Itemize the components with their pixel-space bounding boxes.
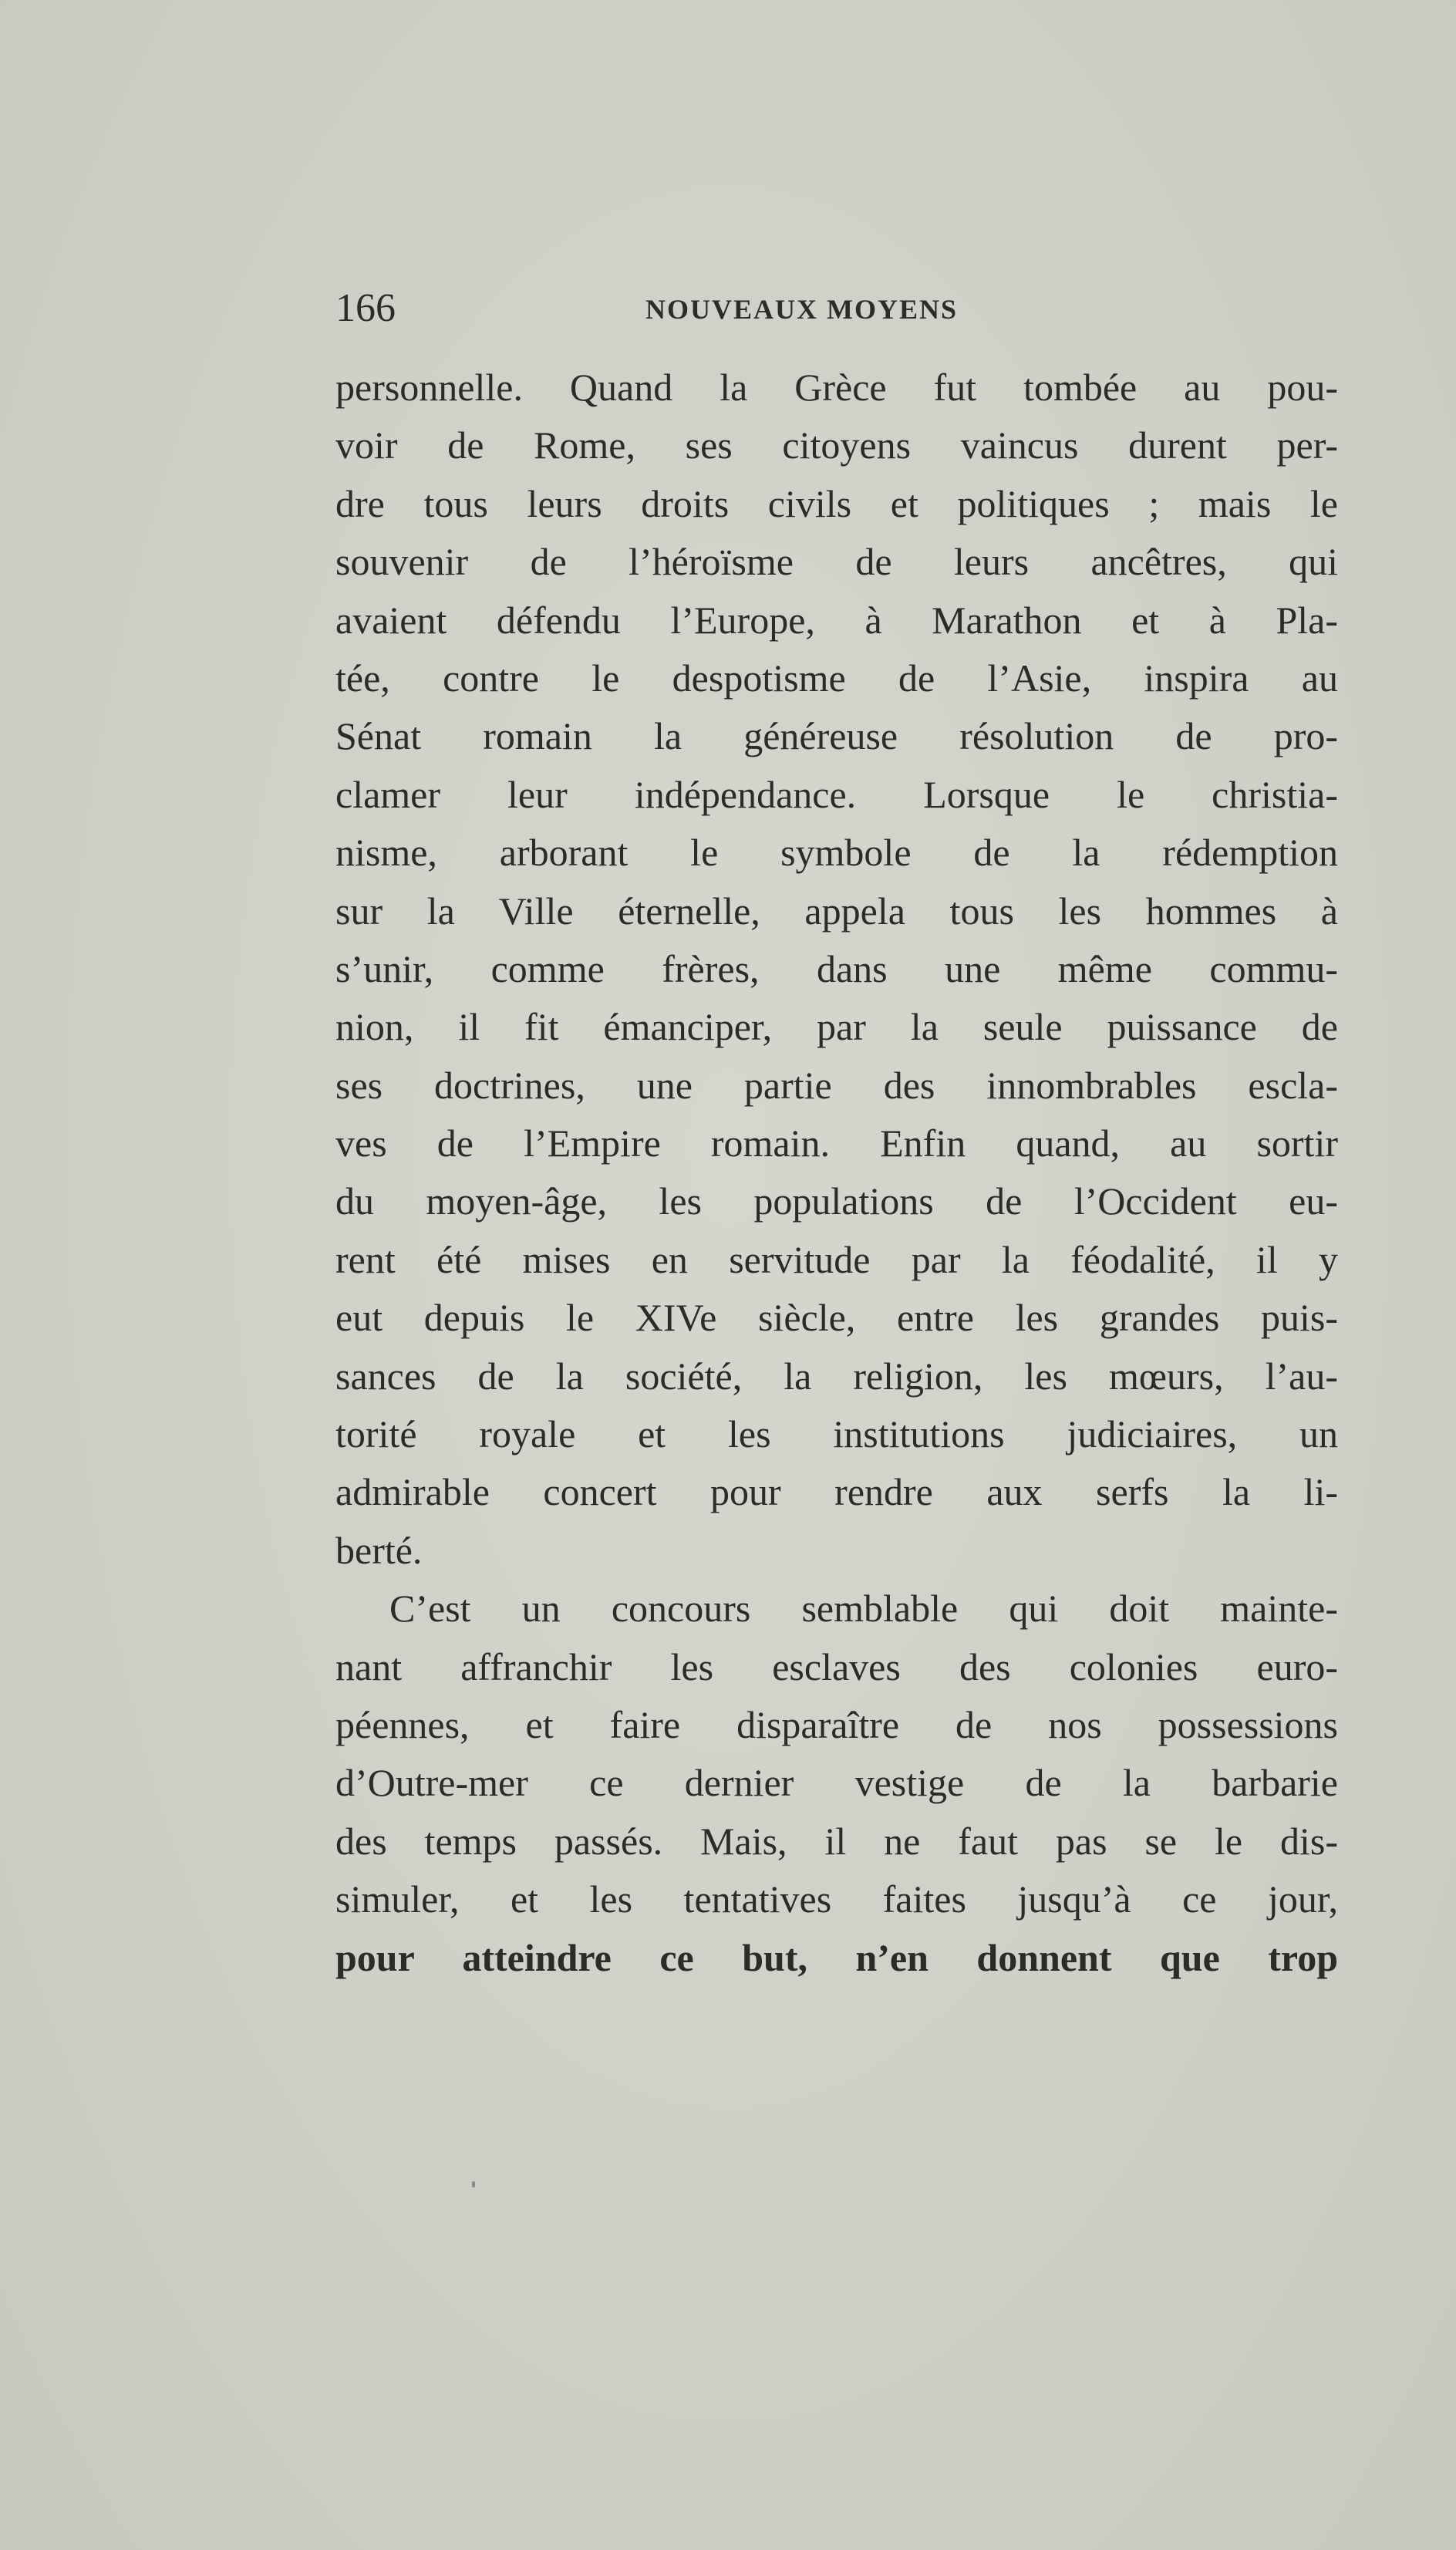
text-line: sances de la société, la religion, les mœurs, l’au- — [335, 1354, 1338, 1398]
page-number: 166 — [335, 286, 396, 330]
text-line: tée, contre le despotisme de l’Asie, inspira au — [335, 656, 1338, 700]
paragraph-last-line: berté. — [335, 1528, 423, 1572]
text-line: sur la Ville éternelle, appela tous les hommes à — [335, 889, 1338, 933]
text-line: torité royale et les institutions judiciaires, un — [335, 1412, 1338, 1456]
text-line: s’unir, comme frères, dans une même commu- — [335, 946, 1338, 990]
running-title: NOUVEAUX MOYENS — [645, 294, 959, 325]
text-line: voir de Rome, ses citoyens vaincus durent per- — [335, 423, 1338, 467]
text-line: admirable concert pour rendre aux serfs la li- — [335, 1470, 1338, 1514]
text-line: eut depuis le XIVe siècle, entre les grandes puis- — [335, 1296, 1338, 1340]
text-line: péennes, et faire disparaître de nos possessions — [335, 1702, 1338, 1746]
text-line: Sénat romain la généreuse résolution de pro- — [335, 714, 1338, 758]
text-line: nisme, arborant le symbole de la rédemption — [335, 831, 1338, 875]
text-line: avaient défendu l’Europe, à Marathon et à Pla- — [335, 598, 1338, 642]
text-line: clamer leur indépendance. Lorsque le christia- — [335, 772, 1338, 816]
running-head — [335, 282, 1338, 336]
text-line: ves de l’Empire romain. Enfin quand, au sortir — [335, 1122, 1338, 1165]
text-line: dre tous leurs droits civils et politiques ; mais le — [335, 481, 1338, 525]
body-text — [335, 359, 1338, 1987]
text-line: personnelle. Quand la Grèce fut tombée au pou- — [335, 366, 1338, 409]
text-line: ses doctrines, une partie des innombrables escla- — [335, 1063, 1338, 1107]
text-line: souvenir de l’héroïsme de leurs ancêtres, qui — [335, 540, 1338, 584]
text-line: simuler, et les tentatives faites jusqu’à ce jour, — [335, 1877, 1338, 1921]
text-line: nant affranchir les esclaves des colonies euro- — [335, 1644, 1338, 1688]
paragraph-first-line: C’est un concours semblable qui doit mainte- — [389, 1587, 1338, 1631]
text-line: du moyen-âge, les populations de l’Occident eu- — [335, 1179, 1338, 1223]
text-line: nion, il fit émanciper, par la seule puissance de — [335, 1005, 1338, 1049]
ink-speck — [472, 2181, 475, 2187]
text-line: d’Outre-mer ce dernier vestige de la barbarie — [335, 1761, 1338, 1805]
text-line: rent été mises en servitude par la féodalité, il y — [335, 1237, 1338, 1281]
text-line: des temps passés. Mais, il ne faut pas se le dis- — [335, 1819, 1338, 1863]
text-line: pour atteindre ce but, n’en donnent que trop — [335, 1935, 1338, 1979]
